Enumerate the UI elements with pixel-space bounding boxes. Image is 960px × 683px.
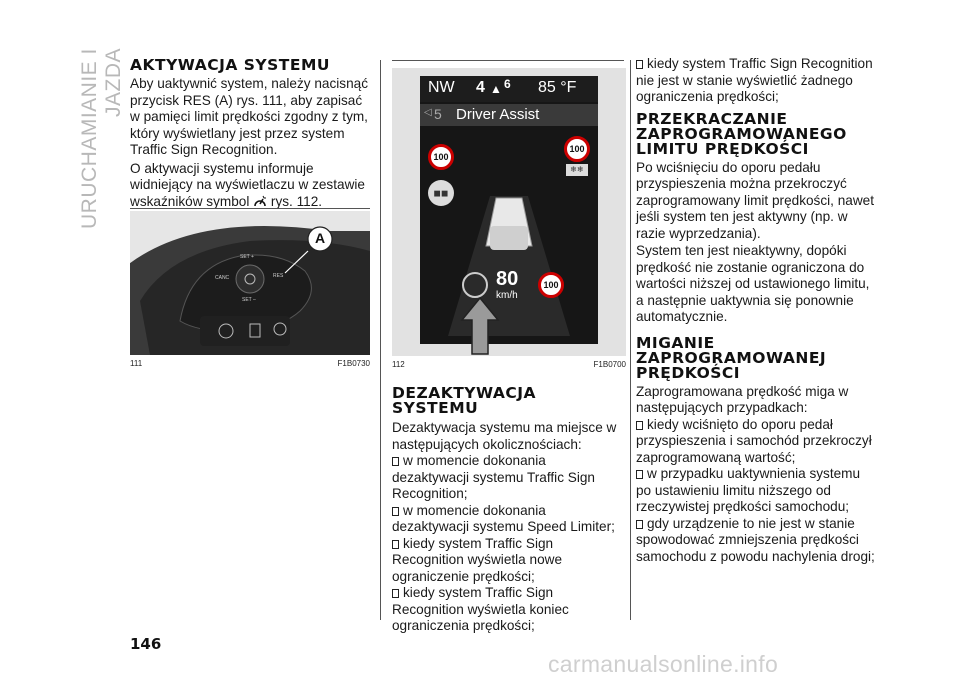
vehicle-distance-icon: ◼◼ (428, 180, 454, 206)
watermark[interactable]: carmanualsonline.info (548, 651, 779, 677)
bullet-item: w momencie dokonania dezaktywacji systemu Traffic Sign Recognition; (392, 453, 626, 503)
button-label-canc: CANC (215, 275, 230, 281)
compass-heading: NW (428, 79, 455, 96)
display-top-bar (420, 76, 598, 102)
bullet-item: kiedy system Traffic Sign Recognition wyświetla koniec ograniczenia prędkości; (392, 585, 626, 635)
gear-hint-icon: ◁ (424, 107, 432, 118)
figure-number: 111 (130, 359, 143, 368)
paragraph (130, 161, 370, 211)
figure-rule (130, 208, 370, 209)
paragraph-text: rys. 112. (270, 193, 323, 209)
steering-wheel-illustration (130, 211, 370, 355)
speed-limiter-icon (462, 272, 488, 298)
button-label-set-plus: SET + (240, 254, 254, 260)
speed-limiter-symbol-icon (253, 195, 267, 208)
road-illustration (420, 186, 598, 336)
section-heading: DEZAKTYWACJA SYSTEMU (392, 384, 537, 417)
gear-indicator: 4 (476, 79, 485, 96)
mode-bar (420, 104, 598, 126)
paragraph: Po wciśnięciu do oporu pedału przyspieszenia można przekroczyć zaprogramowany limit prędkości, nawet jeśli system ten jest aktywny (np. w razie wyprzedzania). (636, 159, 874, 241)
speed-sign-bottom (538, 272, 564, 298)
outside-temperature: 85 °F (538, 79, 577, 96)
set-speed: 80 (496, 268, 519, 290)
section-heading: AKTYWACJA SYSTEMU (130, 56, 330, 74)
column-3-content (636, 56, 876, 565)
button-label-set-minus: SET – (242, 297, 256, 303)
section-heading: MIGANIE ZAPROGRAMOWANEJ PRĘDKOŚCI (636, 333, 827, 382)
snowflake-icon: ❄❄ (566, 164, 588, 176)
column-separator (630, 60, 631, 620)
figure-number: 112 (392, 360, 405, 369)
bullet-item: kiedy system Traffic Sign Recognition wyświetla nowe ograniczenie prędkości; (392, 536, 626, 586)
column-separator (380, 60, 381, 620)
gear-next: 6 (504, 77, 511, 91)
speed-sign-right (564, 136, 590, 162)
column-3 (636, 0, 876, 565)
steering-wheel-figure (130, 211, 370, 355)
cluster-display (420, 76, 598, 344)
activation-section (130, 58, 370, 210)
button-label-res: RES (273, 273, 284, 279)
figure-code: F1B0730 (337, 359, 370, 368)
figure-caption (392, 360, 626, 369)
figure-top-rule (392, 60, 624, 61)
column-1 (130, 0, 370, 368)
figure-112 (392, 68, 626, 369)
speed-sign-value: 100 (433, 152, 449, 162)
instrument-cluster-figure (392, 68, 626, 356)
arrow-up-icon (460, 296, 500, 356)
callout-a: A (314, 230, 326, 246)
speed-sign-value: 100 (569, 144, 585, 154)
bullet-item: kiedy wciśnięto do oporu pedał przyspieszenia i samochód przekroczył zaprogramowaną wartość; (636, 417, 876, 467)
figure-code: F1B0700 (593, 360, 626, 369)
gear-hint: 5 (434, 106, 442, 122)
paragraph: Aby uaktywnić system, należy nacisnąć przycisk RES (A) rys. 111, aby zapisać w pamięci limit prędkości zgodny z tym, który wyświetlany jest przez system Traffic Sign Recognition. (130, 76, 368, 157)
page-number: 146 (130, 635, 162, 653)
figure-caption (130, 359, 370, 368)
figure-111 (130, 208, 370, 368)
paragraph: Dezaktywacja systemu ma miejsce w następujących okolicznościach: (392, 420, 617, 452)
bullet-item: gdy urządzenie to nie jest w stanie spowodować zmniejszenia prędkości samochodu z powodu nachylenia drogi; (636, 515, 875, 564)
shift-up-icon: ▲ (490, 82, 502, 96)
speed-sign-value: 100 (543, 280, 559, 290)
bullet-item: kiedy system Traffic Sign Recognition nie jest w stanie wyświetlić żadnego ograniczenia prędkości; (636, 56, 876, 106)
speed-unit: km/h (496, 290, 518, 301)
paragraph: System ten jest nieaktywny, dopóki prędkość nie zostanie ograniczona do wartości niższej od ustawionego limitu, a następnie uaktywnia się ponownie automatycznie. (636, 243, 870, 324)
section-heading: PRZEKRACZANIE ZAPROGRAMOWANEGO LIMITU PRĘDKOŚCI (636, 109, 847, 158)
bullet-item: w momencie dokonania dezaktywacji systemu Speed Limiter; (392, 503, 626, 536)
chapter-side-title: URUCHAMIANIE I JAZDA (78, 48, 125, 229)
mode-title: Driver Assist (456, 106, 540, 123)
paragraph: Zaprogramowana prędkość miga w następujących przypadkach: (636, 383, 849, 415)
bullet-item: w przypadku uaktywnienia systemu po ustawieniu limitu niższego od rzeczywistej prędkości samochodu; (636, 466, 876, 516)
paragraph-text: O aktywacji systemu informuje widniejący na wyświetlaczu w zestawie wskaźników symbol (130, 160, 365, 209)
speed-sign-left (428, 144, 454, 170)
deactivation-section (392, 386, 626, 635)
